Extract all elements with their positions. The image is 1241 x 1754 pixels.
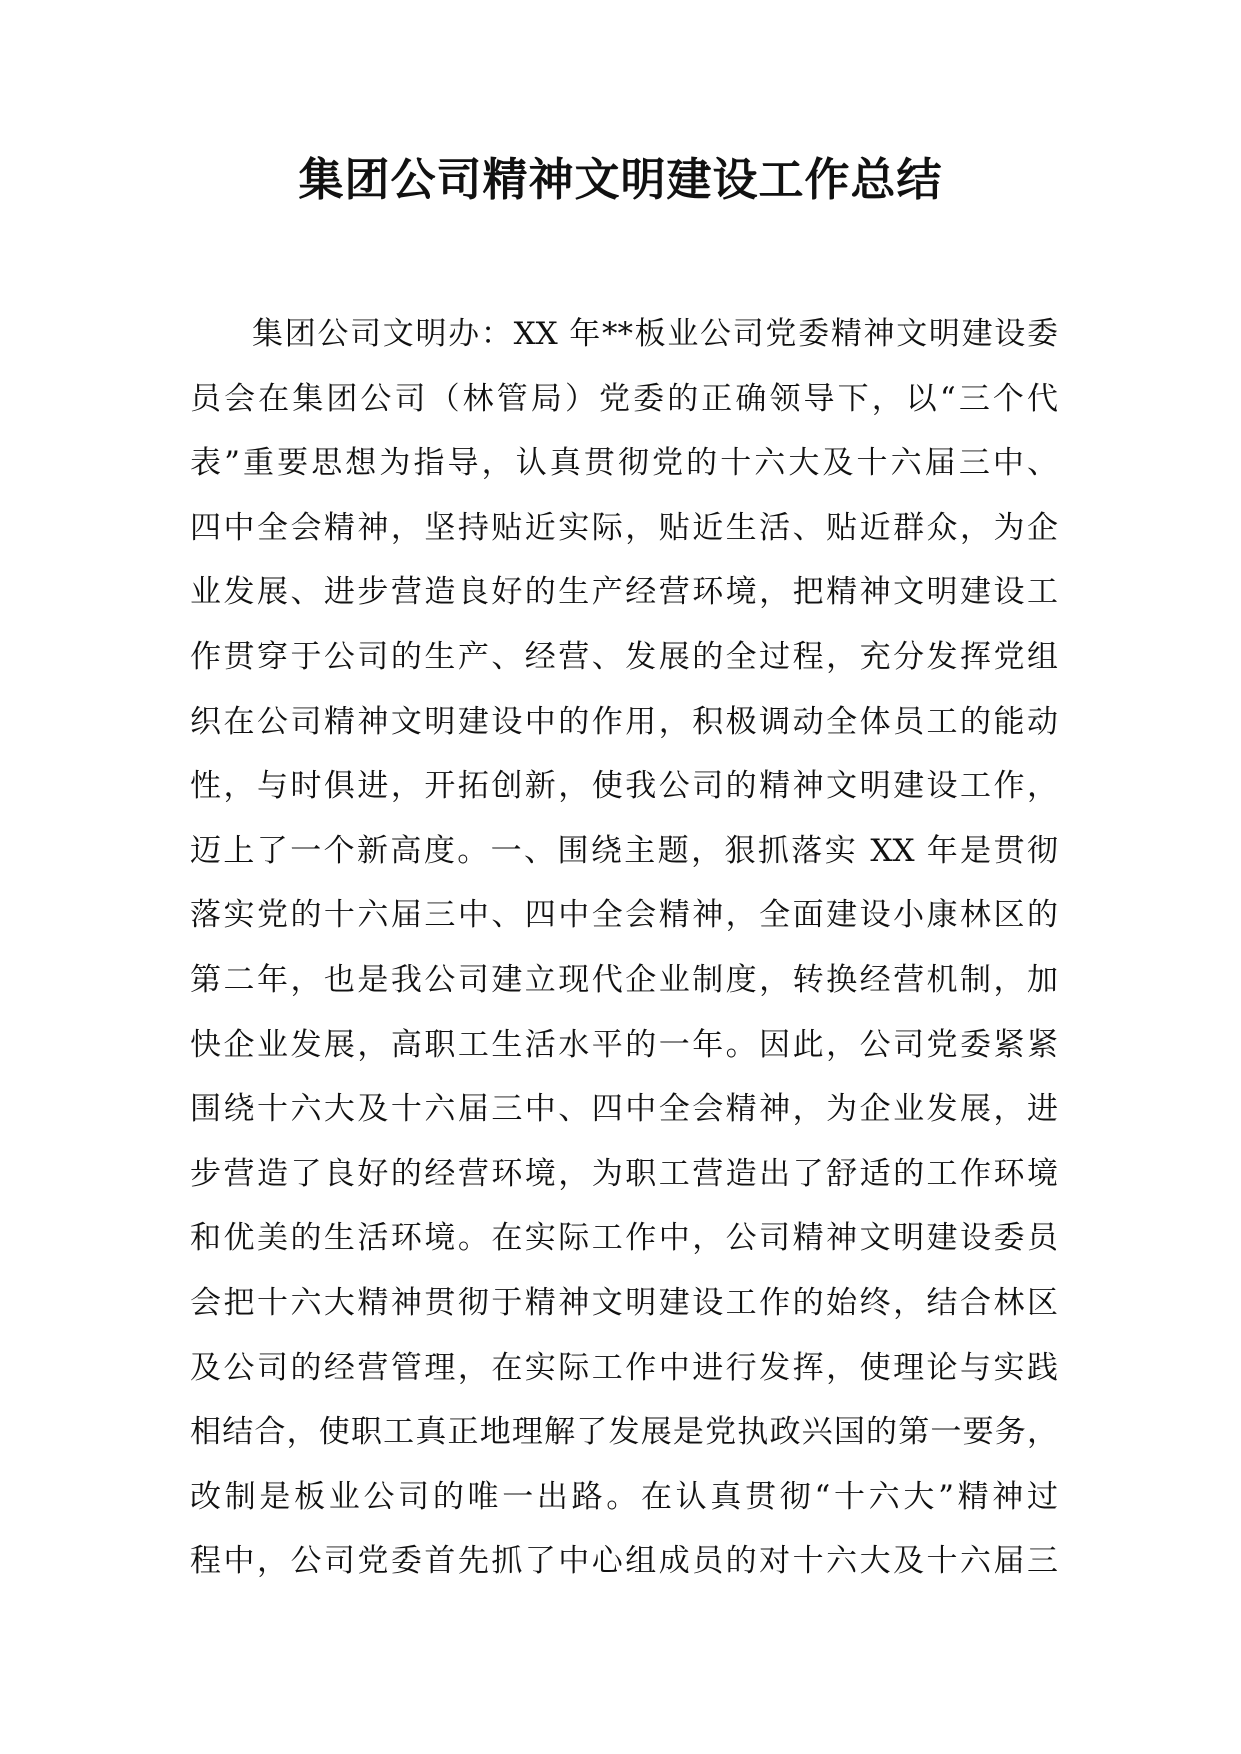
paragraph-line: 业发展、进步营造良好的生产经营环境，把精神文明建设工 bbox=[190, 574, 1058, 611]
paragraph-line: 相结合，使职工真正地理解了发展是党执政兴国的第一要务， bbox=[190, 1414, 1058, 1451]
paragraph-line: 及公司的经营管理，在实际工作中进行发挥，使理论与实践 bbox=[190, 1349, 1058, 1386]
paragraph-line: 织在公司精神文明建设中的作用，积极调动全体员工的能动 bbox=[190, 703, 1058, 740]
paragraph-line: 第二年，也是我公司建立现代企业制度，转换经营机制，加 bbox=[190, 961, 1058, 998]
paragraph-line: 落实党的十六届三中、四中全会精神，全面建设小康林区的 bbox=[190, 897, 1058, 934]
paragraph-line: 快企业发展，高职工生活水平的一年。因此，公司党委紧紧 bbox=[190, 1026, 1058, 1063]
paragraph-line: 会把十六大精神贯彻于精神文明建设工作的始终，结合林区 bbox=[190, 1284, 1058, 1321]
document-body bbox=[190, 302, 1058, 1594]
paragraph-line: 四中全会精神，坚持贴近实际，贴近生活、贴近群众，为企 bbox=[190, 509, 1058, 546]
paragraph-line: 表”重要思想为指导，认真贯彻党的十六大及十六届三中、 bbox=[190, 445, 1058, 482]
document-title: 集团公司精神文明建设工作总结 bbox=[298, 153, 943, 206]
paragraph-line: 改制是板业公司的唯一出路。在认真贯彻“十六大”精神过 bbox=[190, 1478, 1058, 1515]
paragraph-line: 程中，公司党委首先抓了中心组成员的对十六大及十六届三 bbox=[190, 1543, 1058, 1580]
paragraph-line: 作贯穿于公司的生产、经营、发展的全过程，充分发挥党组 bbox=[190, 638, 1058, 675]
paragraph-line: 和优美的生活环境。在实际工作中，公司精神文明建设委员 bbox=[190, 1220, 1058, 1257]
paragraph-line: 集团公司文明办：XX 年**板业公司党委精神文明建设委 bbox=[252, 316, 1058, 352]
paragraph-line: 迈上了一个新高度。一、围绕主题，狠抓落实 XX 年是贯彻 bbox=[190, 832, 1058, 869]
paragraph-line: 员会在集团公司（林管局）党委的正确领导下，以“三个代 bbox=[190, 380, 1058, 417]
paragraph-line: 围绕十六大及十六届三中、四中全会精神，为企业发展，进 bbox=[190, 1091, 1058, 1128]
paragraph-line: 步营造了良好的经营环境，为职工营造出了舒适的工作环境 bbox=[190, 1155, 1058, 1192]
paragraph-line: 性，与时俱进，开拓创新，使我公司的精神文明建设工作， bbox=[190, 768, 1058, 805]
